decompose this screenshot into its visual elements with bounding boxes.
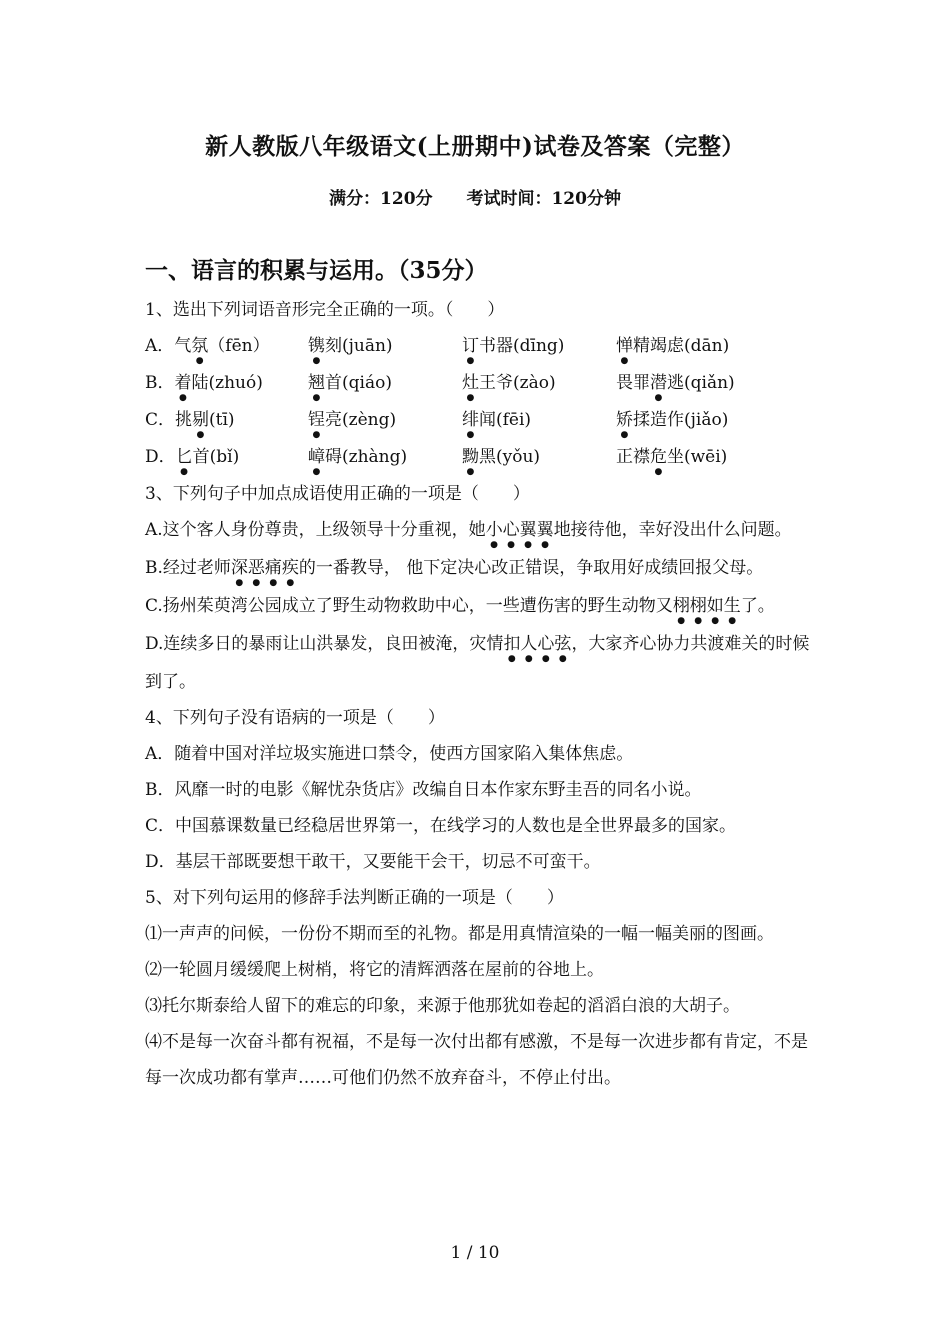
question-1-option-row <box>145 365 813 402</box>
question-4-option: A．随着中国对洋垃圾实施进口禁令，使西方国家陷入集体焦虑。 <box>145 744 634 764</box>
text-segment: ，大家齐心协力共渡难关的时候到了。 <box>145 634 810 692</box>
exam-info <box>0 184 950 209</box>
dotted-term: 惮 <box>616 336 633 356</box>
full-score: 满分：120分 <box>329 189 433 209</box>
text-segment: （fēn） <box>208 336 270 356</box>
word-cell <box>145 328 308 365</box>
dotted-term: 潜 <box>650 373 667 393</box>
word-cell <box>616 365 770 402</box>
question-5-item: ⑴一声声的问候，一份份不期而至的礼物。都是用真情渲染的一幅一幅美丽的图画。 <box>145 924 774 944</box>
question-5-stem: 5、对下列句运用的修辞手法判断正确的一项是（ ） <box>145 888 564 908</box>
question-3-option <box>145 550 813 588</box>
dotted-term: 氛 <box>191 336 209 356</box>
question-3-option <box>145 626 813 700</box>
question-5-item: ⑵一轮圆月缓缓爬上树梢，将它的清辉洒落在屋前的谷地上。 <box>145 960 604 980</box>
dotted-term: 订 <box>462 336 479 356</box>
word-cell <box>145 439 308 476</box>
question-1-stem: 1、选出下列词语音形完全正确的一项。（ ） <box>145 300 505 320</box>
text-segment: D． <box>145 447 176 467</box>
word-cell <box>616 328 770 365</box>
text-segment: 坐(wēi) <box>667 447 728 467</box>
word-cell <box>145 402 308 439</box>
word-cell <box>616 402 770 439</box>
text-segment: 揉造作(jiǎo) <box>633 410 729 430</box>
dotted-term: 着 <box>174 373 192 393</box>
question-1-option-row <box>145 439 813 476</box>
word-cell <box>308 439 462 476</box>
question-3-options <box>145 512 813 700</box>
text-segment: 逃(qiǎn) <box>667 373 735 393</box>
dotted-term: 嶂 <box>308 447 325 467</box>
questions <box>145 292 813 1096</box>
question-5-item: ⑷不是每一次奋斗都有祝福，不是每一次付出都有感激，不是每一次进步都有肯定，不是每一次成功都有掌声……可他们仍然不放弃奋斗，不停止付出。 <box>145 1032 808 1088</box>
text-segment: 精竭虑(dān) <box>633 336 730 356</box>
text-segment: C． <box>145 410 176 430</box>
question-3-stem: 3、下列句子中加点成语使用正确的一项是（ ） <box>145 484 530 504</box>
page-number: 1 / 10 <box>450 1243 500 1263</box>
text-segment: 刻(juān) <box>325 336 393 356</box>
dotted-term: 剔 <box>192 410 210 430</box>
text-segment: 书器(dīng) <box>479 336 565 356</box>
question-1-options <box>145 328 813 476</box>
dotted-term: 绯 <box>462 410 479 430</box>
text-segment: 畏罪 <box>616 373 650 393</box>
question-4-option: D．基层干部既要想干敢干，又要能干会干，切忌不可蛮干。 <box>145 852 601 872</box>
dotted-term: 矫 <box>616 410 633 430</box>
question-3-option <box>145 588 813 626</box>
text-segment: 碍(zhàng) <box>325 447 408 467</box>
word-cell <box>308 365 462 402</box>
word-cell <box>462 402 616 439</box>
dotted-term: 扣人心弦 <box>503 634 572 654</box>
text-segment: B． <box>145 373 175 393</box>
word-cell <box>462 328 616 365</box>
text-segment: 闻(fēi) <box>479 410 532 430</box>
dotted-term: 锃 <box>308 410 325 430</box>
text-segment: A． <box>145 336 175 356</box>
text-segment: B.经过老师 <box>145 558 231 578</box>
text-segment: D.连续多日的暴雨让山洪暴发，良田被淹，灾情 <box>145 634 504 654</box>
dotted-term: 镌 <box>308 336 325 356</box>
text-segment: 首(bǐ) <box>192 447 240 467</box>
word-cell <box>462 365 616 402</box>
text-segment: 了。 <box>740 596 775 616</box>
text-segment: A.这个客人身份尊贵，上级领导十分重视，她 <box>145 520 486 540</box>
dotted-term: 翘 <box>308 373 325 393</box>
text-segment: (tī) <box>209 410 235 430</box>
word-cell <box>308 328 462 365</box>
question-4-option: B．风靡一时的电影《解忧杂货店》改编自日本作家东野圭吾的同名小说。 <box>145 780 702 800</box>
text-segment: 地接待他，幸好没出什么问题。 <box>553 520 792 540</box>
dotted-term: 匕 <box>175 447 193 467</box>
text-segment: 挑 <box>175 410 193 430</box>
question-1-option-row <box>145 328 813 365</box>
dotted-term: 危 <box>650 447 667 467</box>
text-segment: C.扬州茱萸湾公园成立了野生动物救助中心，一些遭伤害的野生动物又 <box>145 596 673 616</box>
dotted-term: 黝 <box>462 447 479 467</box>
dotted-term: 小心翼翼 <box>485 520 554 540</box>
dotted-term: 栩栩如生 <box>672 596 741 616</box>
question-5-item: ⑶托尔斯泰给人留下的难忘的印象，来源于他那犹如卷起的滔滔白浪的大胡子。 <box>145 996 740 1016</box>
text-segment: 亮(zèng) <box>325 410 397 430</box>
word-cell <box>462 439 616 476</box>
text-segment: 的一番教导， 他下定决心改正错误，争取用好成绩回报父母。 <box>298 558 764 578</box>
question-4-option: C．中国慕课数量已经稳居世界第一，在线学习的人数也是全世界最多的国家。 <box>145 816 737 836</box>
text-segment: 首(qiáo) <box>325 373 392 393</box>
dotted-term: 深恶痛疾 <box>230 558 299 578</box>
dotted-term: 灶 <box>462 373 479 393</box>
text-segment: 正襟 <box>616 447 650 467</box>
word-cell <box>308 402 462 439</box>
page-title: 新人教版八年级语文(上册期中)试卷及答案（完整） <box>205 133 745 160</box>
word-cell <box>616 439 770 476</box>
exam-time: 考试时间：120分钟 <box>466 189 621 209</box>
word-cell <box>145 365 308 402</box>
text-segment: 王爷(zào) <box>479 373 556 393</box>
question-1-option-row <box>145 402 813 439</box>
text-segment: 气 <box>174 336 192 356</box>
question-3-option <box>145 512 813 550</box>
section-heading: 一、语言的积累与运用。（35分） <box>145 257 488 284</box>
text-segment: 陆(zhuó) <box>191 373 263 393</box>
text-segment: 黑(yǒu) <box>479 447 541 467</box>
question-4-stem: 4、下列句子没有语病的一项是（ ） <box>145 708 445 728</box>
